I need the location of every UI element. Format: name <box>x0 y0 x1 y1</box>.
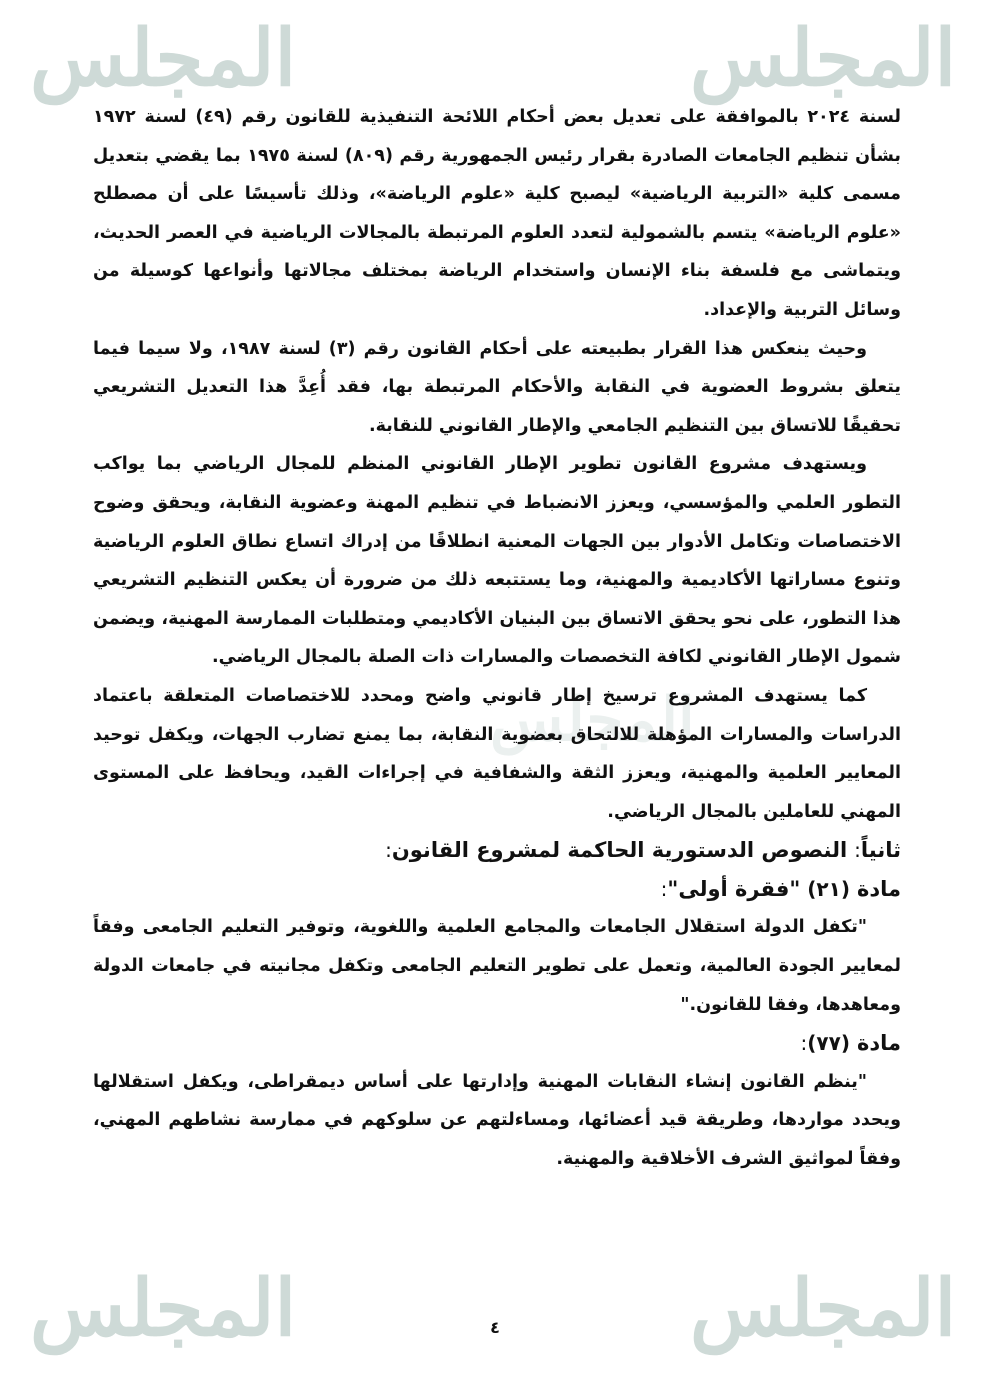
article-number: (٧٧) <box>807 1031 850 1056</box>
article-77-heading <box>93 1024 901 1063</box>
section-heading-suffix: : <box>385 838 392 863</box>
section-heading-prefix: ثانياً <box>860 838 901 863</box>
article-number: (٢١) <box>807 876 850 901</box>
section-heading-colon: : <box>854 838 861 863</box>
document-body <box>93 98 901 1179</box>
watermark-logo: المجلس <box>690 13 957 104</box>
article-label: مادة <box>856 876 901 901</box>
article-21-text: "تكفل الدولة استقلال الجامعات والمجامع العلمية واللغوية، وتوفير التعليم الجامعى وفقاً لمعايير الجودة العالمية، وتعمل على تطوير التعليم الجامعى وتكفل مجانيته في جامعات الدولة ومعاهدها، وفقا للقانون." <box>93 917 901 1015</box>
watermark-logo: المجلس <box>30 1263 297 1354</box>
page-number: ٤ <box>490 1318 500 1337</box>
article-clause: "فقرة أولى" <box>667 876 801 901</box>
watermark-logo: المجلس <box>690 1263 957 1354</box>
article-21-heading <box>93 870 901 909</box>
article-suffix: : <box>660 876 668 901</box>
paragraph: كما يستهدف المشروع ترسيخ إطار قانوني واضح ومحدد للاختصاصات المتعلقة باعتماد الدراسات والمسارات المؤهلة للالتحاق بعضوية النقابة، بما يمنع تضارب الجهات، ويكفل توحيد المعايير العلمية والمهنية، ويعزز الثقة والشفافية في إجراءات القيد، ويحافظ على المستوى المهني للعاملين بالمجال الرياضي. <box>93 685 901 822</box>
article-77-text: "ينظم القانون إنشاء النقابات المهنية وإدارتها على أساس ديمقراطى، ويكفل استقلالها ويحدد مواردها، وطريقة قيد أعضائها، ومساءلتهم عن سلوكهم في ممارسة نشاطهم المهني، وفقاً لمواثيق الشرف الأخلاقية والمهنية. <box>93 1071 901 1170</box>
paragraph: وحيث ينعكس هذا القرار بطبيعته على أحكام القانون رقم (٣) لسنة ١٩٨٧، ولا سيما فيما يتعلق بشروط العضوية في النقابة والأحكام المرتبطة بها، فقد أُعِدَّ هذا التعديل التشريعي تحقيقًا للاتساق بين التنظيم الجامعي والإطار القانوني للنقابة. <box>93 338 901 436</box>
article-suffix: : <box>800 1031 808 1056</box>
section-heading-title: النصوص الدستورية الحاكمة لمشروع القانون <box>391 838 848 863</box>
paragraph: لسنة ٢٠٢٤ بالموافقة على تعديل بعض أحكام اللائحة التنفيذية للقانون رقم (٤٩) لسنة ١٩٧٢ بشأن تنظيم الجامعات الصادرة بقرار رئيس الجمهورية رقم (٨٠٩) لسنة ١٩٧٥ بما يقضي بتعديل مسمى كلية «التربية الرياضية» ليصبح كلية «علوم الرياضة»، وذلك تأسيسًا على أن مصطلح «علوم الرياضة» يتسم بالشمولية لتعدد العلوم المرتبطة بالمجالات الرياضية في العصر الحديث، ويتماشى مع فلسفة بناء الإنسان واستخدام الرياضة بمختلف مجالاتها وأنواعها كوسيلة من وسائل التربية والإعداد. <box>93 107 901 320</box>
paragraph: ويستهدف مشروع القانون تطوير الإطار القانوني المنظم للمجال الرياضي بما يواكب التطور العلمي والمؤسسي، ويعزز الانضباط في تنظيم المهنة وعضوية النقابة، ويحقق وضوح الاختصاصات وتكامل الأدوار بين الجهات المعنية انطلاقًا من إدراك اتساع نطاق العلوم الرياضية وتنوع مساراتها الأكاديمية والمهنية، وما يستتبعه ذلك من ضرورة أن يعكس التنظيم التشريعي هذا التطور، على نحو يحقق الاتساق بين البنيان الأكاديمي ومتطلبات الممارسة المهنية، ويضمن شمول الإطار القانوني لكافة التخصصات والمسارات ذات الصلة بالمجال الرياضي. <box>93 454 901 668</box>
watermark-logo: المجلس <box>30 13 297 104</box>
watermark-logo: المجلس <box>490 685 695 755</box>
article-label: مادة <box>856 1031 901 1056</box>
section-heading <box>93 831 901 870</box>
